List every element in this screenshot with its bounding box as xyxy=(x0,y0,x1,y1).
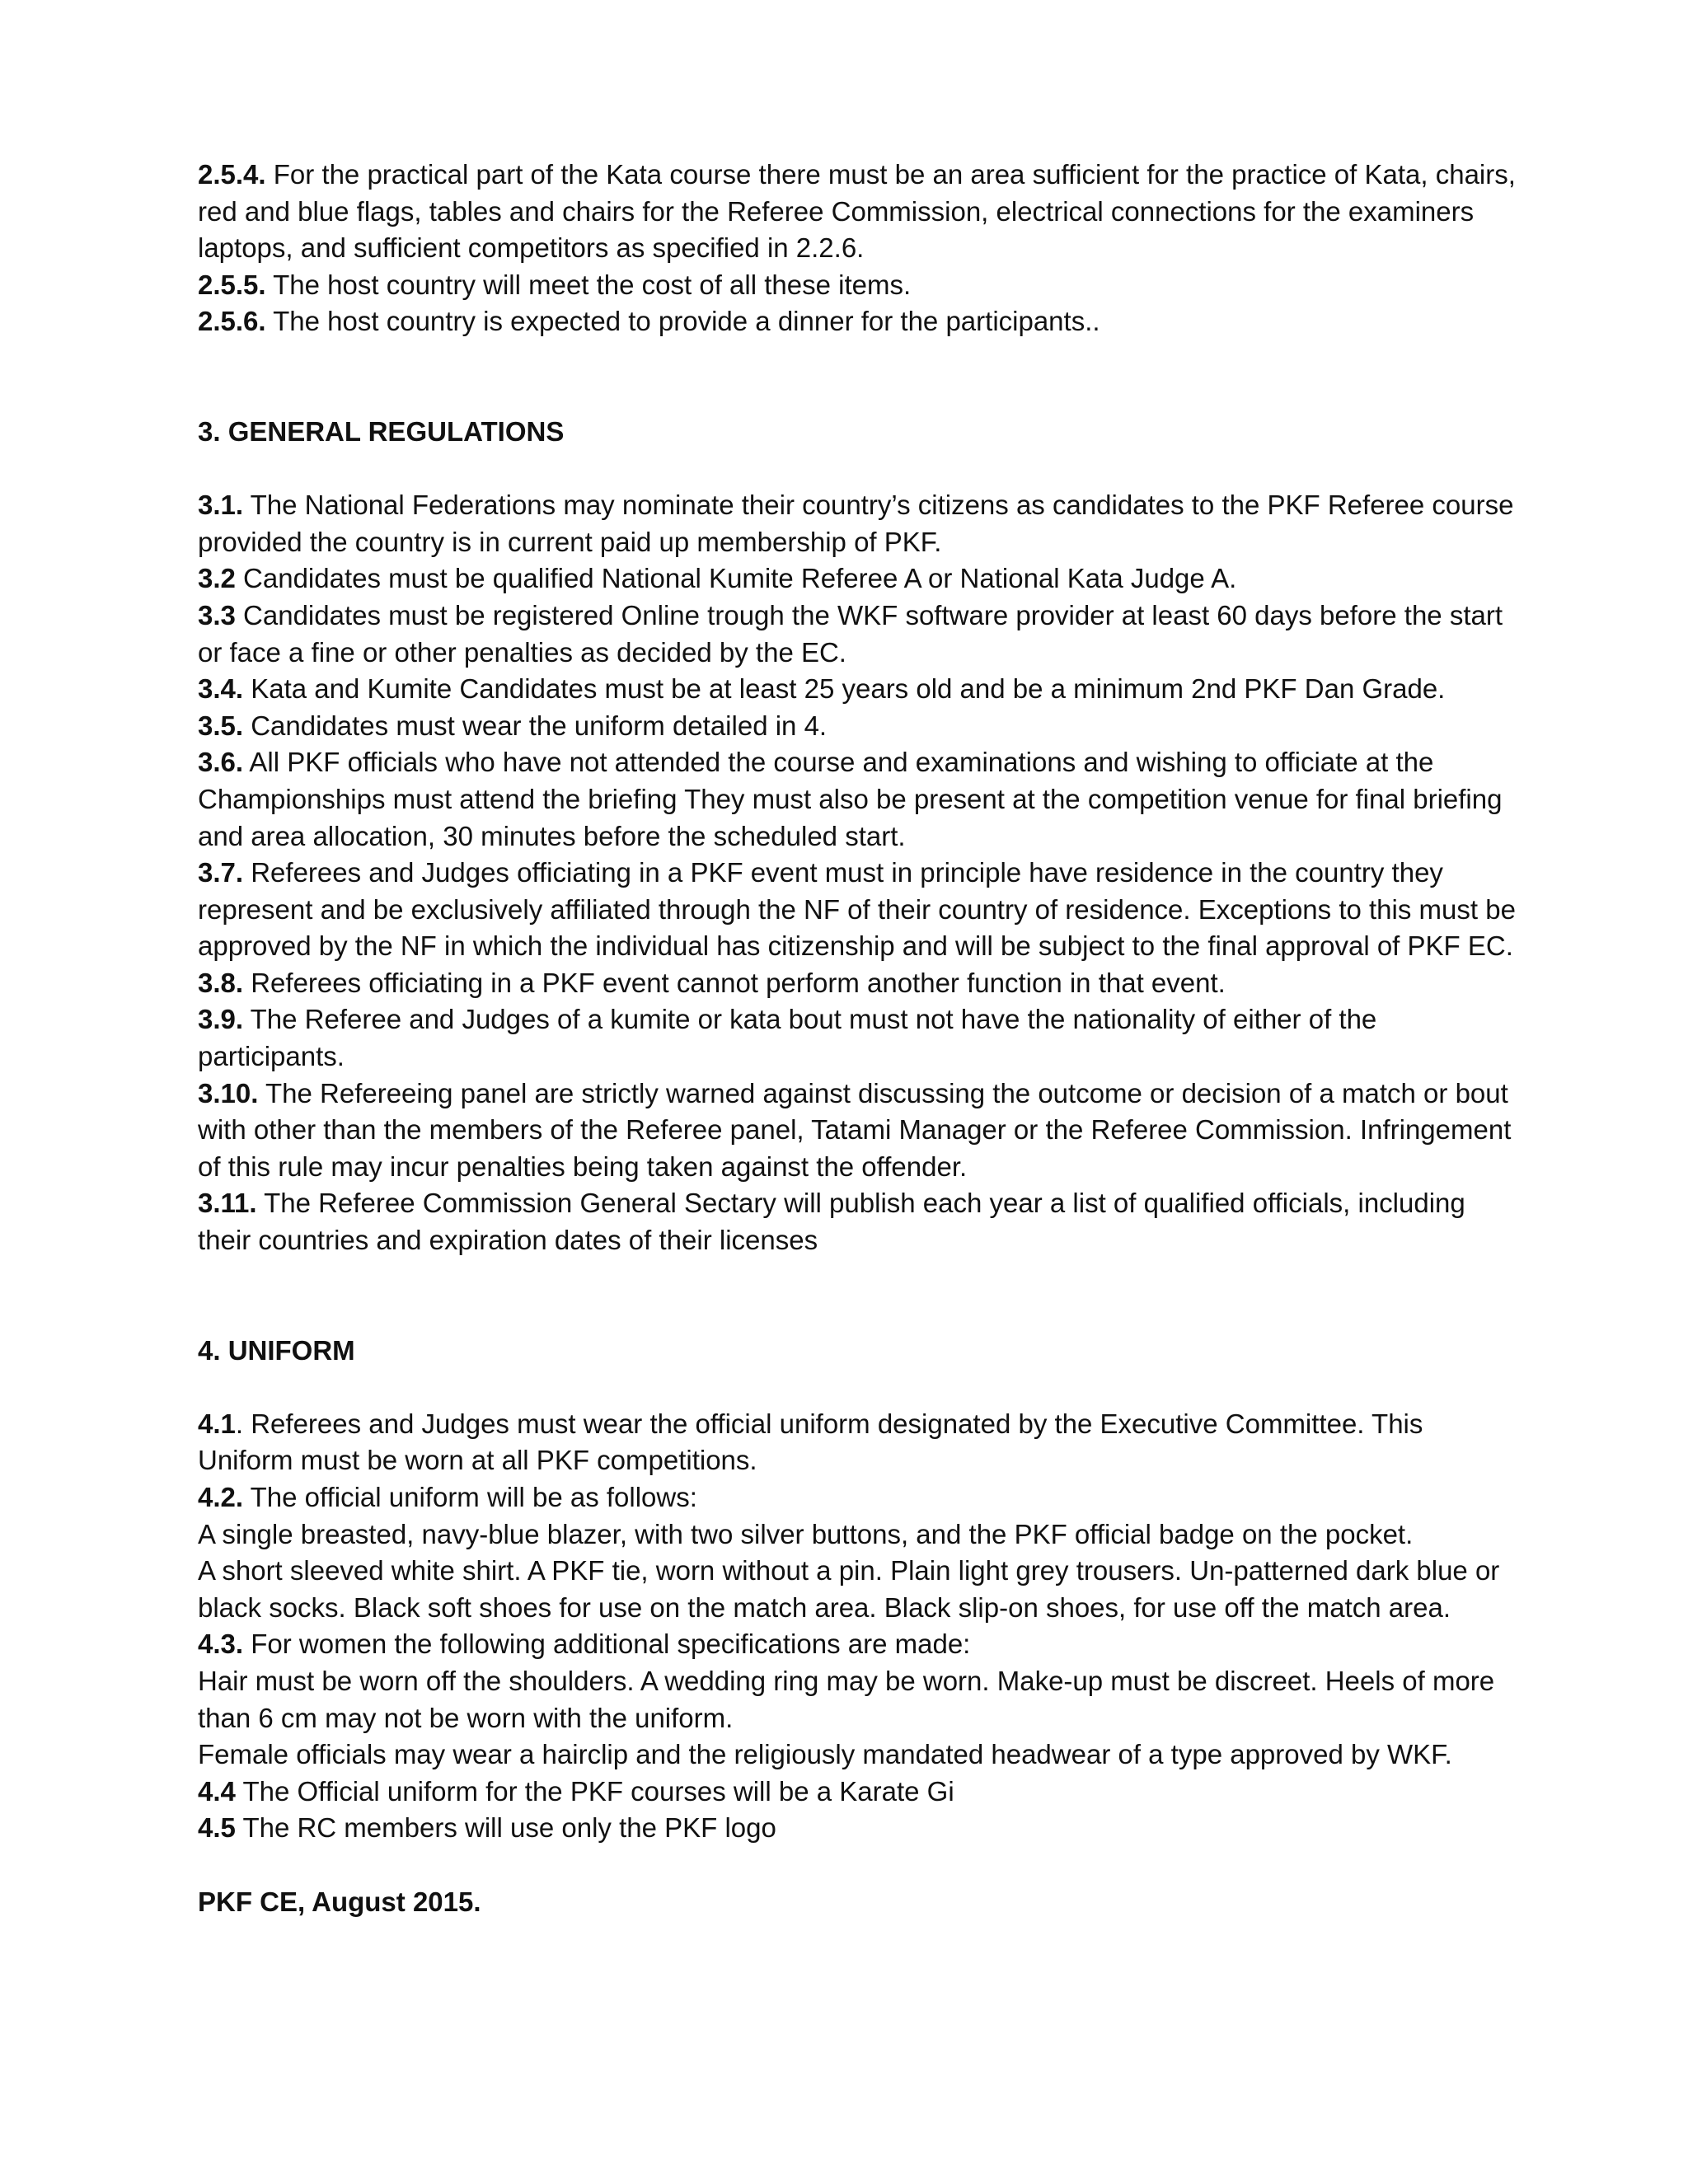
paragraph-number: 3.5. xyxy=(198,710,244,741)
paragraph-3-11 xyxy=(198,1185,1517,1258)
paragraph-text: For women the following additional specifications are made: xyxy=(243,1629,971,1660)
document-footer: PKF CE, August 2015. xyxy=(198,1886,481,1917)
paragraph-number: 2.5.6. xyxy=(198,306,266,337)
paragraph-2-5-5 xyxy=(198,267,1517,304)
paragraph-text: Candidates must wear the uniform detailed in 4. xyxy=(243,710,828,741)
paragraph-text: The National Federations may nominate their country’s citizens as candidates to the PKF Referee course provided the country is in current paid up membership of PKF. xyxy=(198,490,1514,557)
paragraph-text: . Referees and Judges must wear the official uniform designated by the Executive Committee. This Uniform must be worn at all PKF competitions. xyxy=(198,1408,1423,1476)
paragraph-3-10 xyxy=(198,1076,1517,1186)
paragraph-number: 4.4 xyxy=(198,1775,236,1807)
paragraph-3-9 xyxy=(198,1001,1517,1075)
paragraph-4-2 xyxy=(198,1479,1517,1516)
paragraph-number: 3.7. xyxy=(198,857,244,888)
paragraph-text: The host country is expected to provide a dinner for the participants.. xyxy=(265,306,1100,337)
paragraph-text: The Referee Commission General Sectary will publish each year a list of qualified officials, including their countries and expiration dates of their licenses xyxy=(198,1188,1465,1256)
paragraph-2-5-4 xyxy=(198,157,1517,267)
paragraph-number: 3.4. xyxy=(198,673,244,705)
paragraph-number: 4.5 xyxy=(198,1812,236,1844)
paragraph-4-3 xyxy=(198,1626,1517,1663)
paragraph-text: The Refereeing panel are strictly warned against discussing the outcome or decision of a match or bout with other than the members of the Referee panel, Tatami Manager or the Referee Commission. Infringement of this rule may incur penalties being taken against the offender. xyxy=(198,1077,1512,1182)
paragraph-3-2 xyxy=(198,560,1517,598)
paragraph-text: The official uniform will be as follows: xyxy=(243,1482,697,1512)
spacer xyxy=(198,1259,1517,1333)
paragraph-number: 3.6. xyxy=(198,747,244,778)
paragraph-3-8 xyxy=(198,965,1517,1002)
paragraph-4-1 xyxy=(198,1406,1517,1479)
document-page xyxy=(198,157,1517,1920)
paragraph-text: Referees officiating in a PKF event cannot perform another function in that event. xyxy=(243,967,1226,998)
paragraph-text: Referees and Judges officiating in a PKF event must in principle have residence in the country they represent and be exclusively affiliated through the NF of their country of residence. Exceptions to this must be approved by the NF in which the individual has citizenship and will be subject to the final approval of PKF EC. xyxy=(198,857,1516,962)
spacer xyxy=(198,340,1517,414)
paragraph-number: 3.11. xyxy=(198,1188,257,1219)
paragraph-text: The Referee and Judges of a kumite or kata bout must not have the nationality of either of the participants. xyxy=(198,1004,1377,1072)
paragraph-3-7 xyxy=(198,855,1517,965)
paragraph-number: 3.9. xyxy=(198,1004,244,1035)
uniform-shirt-text: A short sleeved white shirt. A PKF tie, worn without a pin. Plain light grey trousers. Un-patterned dark blue or black socks. Black soft shoes for use on the match area. Black slip-on shoes, for use off the match area. xyxy=(198,1555,1500,1623)
spacer xyxy=(198,451,1517,488)
paragraph-number: 3.10. xyxy=(198,1077,259,1108)
paragraph-number: 2.5.4. xyxy=(198,159,266,190)
paragraph-number: 4.1 xyxy=(198,1408,236,1439)
paragraph-3-5 xyxy=(198,708,1517,745)
paragraph-3-1 xyxy=(198,487,1517,560)
section-heading-general-regulations: 3. GENERAL REGULATIONS xyxy=(198,415,565,447)
paragraph-number: 3.2 xyxy=(198,563,236,594)
paragraph-4-5 xyxy=(198,1810,1517,1847)
uniform-blazer-text: A single breasted, navy-blue blazer, with two silver buttons, and the PKF official badge on the pocket. xyxy=(198,1518,1414,1549)
paragraph-text: The RC members will use only the PKF logo xyxy=(235,1812,776,1844)
spacer xyxy=(198,1369,1517,1406)
paragraph-number: 2.5.5. xyxy=(198,269,266,300)
paragraph-text: Candidates must be qualified National Kumite Referee A or National Kata Judge A. xyxy=(235,563,1237,594)
women-headwear-text: Female officials may wear a hairclip and the religiously mandated headwear of a type approved by WKF. xyxy=(198,1739,1452,1770)
paragraph-number: 4.2. xyxy=(198,1482,244,1512)
paragraph-number: 4.3. xyxy=(198,1629,244,1660)
paragraph-text: Kata and Kumite Candidates must be at least 25 years old and be a minimum 2nd PKF Dan Grade. xyxy=(243,673,1446,705)
paragraph-text: Candidates must be registered Online trough the WKF software provider at least 60 days before the start or face a fine or other penalties as decided by the EC. xyxy=(198,599,1503,668)
paragraph-3-4 xyxy=(198,671,1517,708)
women-hair-text: Hair must be worn off the shoulders. A wedding ring may be worn. Make-up must be discreet. Heels of more than 6 cm may not be worn with the uniform. xyxy=(198,1665,1495,1733)
paragraph-text: For the practical part of the Kata course there must be an area sufficient for the practice of Kata, chairs, red and blue flags, tables and chairs for the Referee Commission, electrical connections for the examiners laptops, and sufficient competitors as specified in 2.2.6. xyxy=(198,159,1516,264)
paragraph-4-4 xyxy=(198,1774,1517,1811)
section-heading-uniform: 4. UNIFORM xyxy=(198,1334,355,1366)
paragraph-text: The host country will meet the cost of all these items. xyxy=(265,269,912,300)
paragraph-3-3 xyxy=(198,598,1517,671)
paragraph-text: All PKF officials who have not attended the course and examinations and wishing to officiate at the Championships must attend the briefing They must also be present at the competition venue for final briefing and area allocation, 30 minutes before the scheduled start. xyxy=(198,747,1503,851)
paragraph-number: 3.3 xyxy=(198,599,236,630)
paragraph-3-6 xyxy=(198,744,1517,855)
paragraph-text: The Official uniform for the PKF courses will be a Karate Gi xyxy=(235,1775,954,1807)
paragraph-2-5-6 xyxy=(198,303,1517,340)
spacer xyxy=(198,1847,1517,1884)
paragraph-number: 3.1. xyxy=(198,490,244,521)
paragraph-number: 3.8. xyxy=(198,967,244,998)
